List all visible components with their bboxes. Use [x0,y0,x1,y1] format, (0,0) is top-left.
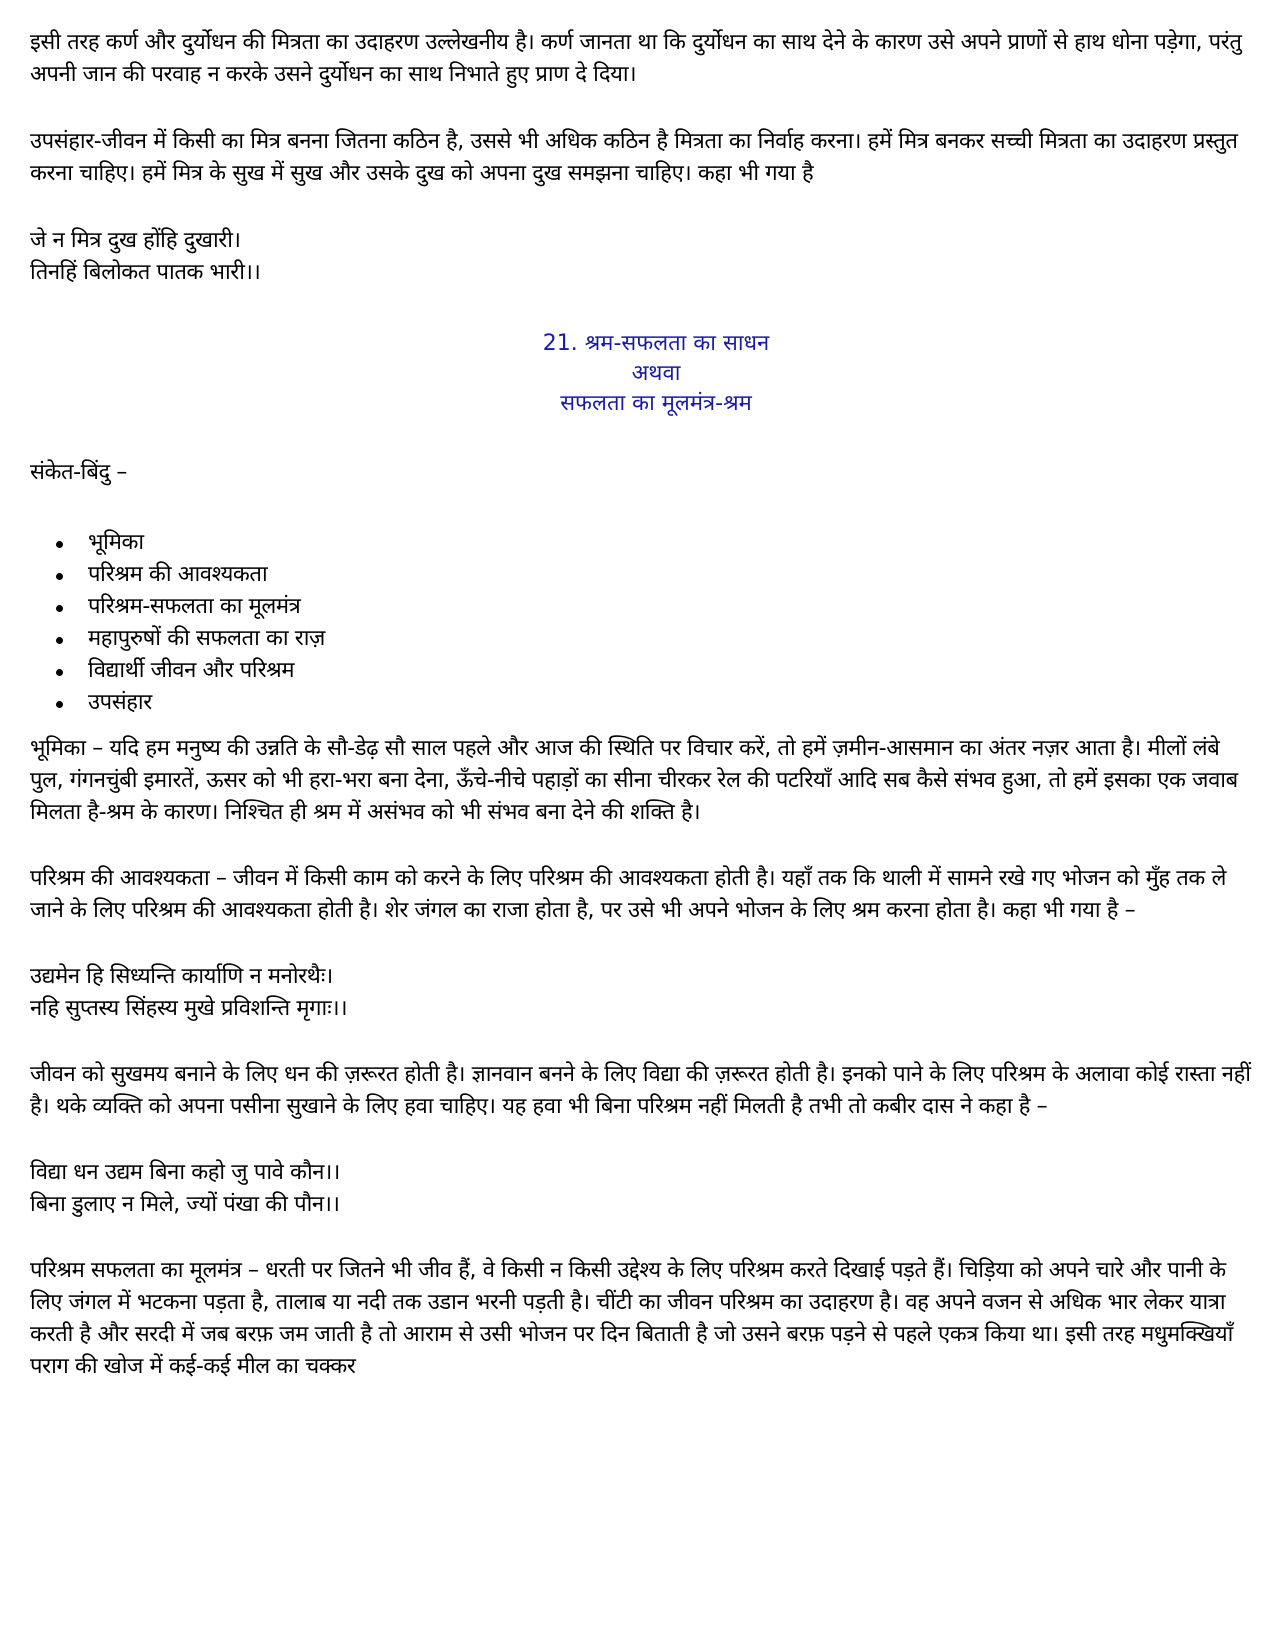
verse-line: जे न मित्र दुख होंहि दुखारी। [30,228,241,253]
essay-title-alt: सफलता का मूलमंत्र-श्रम [560,391,752,416]
sanket-bindu-list [30,527,1252,719]
paragraph-bhumika: भूमिका – यदि हम मनुष्य की उन्नति के सौ-डेढ़ सौ साल पहले और आज की स्थिति पर विचार करें, तो हमें ज़मीन-आसमान का अंतर नज़र आता है। मीलों लंबे पुल, गंगनचुंबी इमारतें, ऊसर को भी हरा-भरा बना देना, ऊँचे-नीचे पहाड़ों का सीना चीरकर रेल की पटरियाँ आदि सब कैसे संभव हुआ, तो हमें इसका एक जवाब मिलता है-श्रम के कारण। निश्चित ही श्रम में असंभव को भी संभव बना देने की शक्ति है। [30,736,1238,825]
verse-line: तिनहिं बिलोकत पातक भारी।। [30,260,261,285]
verse-line: बिना डुलाए न मिले, ज्यों पंखा की पौन।। [30,1192,340,1217]
list-item: परिश्रम की आवश्यकता [88,559,1252,591]
document-page [30,27,1252,1383]
bullet-icon [56,701,63,708]
paragraph-karna-duryodhan: इसी तरह कर्ण और दुर्योधन की मित्रता का उदाहरण उल्लेखनीय है। कर्ण जानता था कि दुर्योधन का साथ देने के कारण उसे अपने प्राणों से हाथ धोना पड़ेगा, परंतु अपनी जान की परवाह न करके उसने दुर्योधन का साथ निभाते हुए प्राण दे दिया। [30,30,1242,87]
essay-title-or: अथवा [631,361,681,386]
bullet-icon [56,669,63,676]
bullet-icon [56,637,63,644]
paragraph-upsanhar: उपसंहार-जीवन में किसी का मित्र बनना जितना कठिन है, उससे भी अधिक कठिन है मित्रता का निर्वाह करना। हमें मित्र बनकर सच्ची मित्रता का उदाहरण प्रस्तुत करना चाहिए। हमें मित्र के सुख में सुख और उसके दुख को अपना दुख समझना चाहिए। कहा भी गया है [30,129,1238,186]
essay-title-main: 21. श्रम-सफलता का साधन [542,331,770,356]
verse-udyamen [30,961,1252,1025]
bullet-icon [56,541,63,548]
bullet-icon [56,605,63,612]
paragraph-jeevan: जीवन को सुखमय बनाने के लिए धन की ज़रूरत होती है। ज्ञानवान बनने के लिए विद्या की ज़रूरत होती है। इनको पाने के लिए परिश्रम के अलावा कोई रास्ता नहीं है। थके व्यक्ति को अपना पसीना सुखाने के लिए हवा चाहिए। यह हवा भी बिना परिश्रम नहीं मिलती है तभी तो कबीर दास ने कहा है – [30,1062,1251,1119]
verse-line: उद्यमेन हि सिध्यन्ति कार्याणि न मनोरथैः। [30,964,333,989]
paragraph-aavashyakta: परिश्रम की आवश्यकता – जीवन में किसी काम को करने के लिए परिश्रम की आवश्यकता होती है। यहाँ तक कि थाली में सामने रखे गए भोजन को मुँह तक ले जाने के लिए परिश्रम की आवश्यकता होती है। शेर जंगल का राजा होता है, पर उसे भी अपने भोजन के लिए श्रम करना होता है। कहा भी गया है – [30,866,1226,923]
bullet-icon [56,573,63,580]
list-item: महापुरुषों की सफलता का राज़ [88,623,1252,655]
verse-line: नहि सुप्तस्य सिंहस्य मुखे प्रविशन्ति मृगाः।। [30,996,348,1021]
list-item: परिश्रम-सफलता का मूलमंत्र [88,591,1252,623]
list-item: भूमिका [88,527,1252,559]
verse-kabir [30,1157,1252,1221]
paragraph-moolmantra: परिश्रम सफलता का मूलमंत्र – धरती पर जितने भी जीव हैं, वे किसी न किसी उद्देश्य के लिए परिश्रम करते दिखाई पड़ते हैं। चिड़िया को अपने चारे और पानी के लिए जंगल में भटकना पड़ता है, तालाब या नदी तक उडान भरनी पड़ती है। चींटी का जीवन परिश्रम का उदाहरण है। वह अपने वजन से अधिक भार लेकर यात्रा करती है और सरदी में जब बरफ़ जम जाती है तो आराम से उसी भोजन पर दिन बिताती है जो उसने बरफ़ पड़ने से पहले एकत्र किया था। इसी तरह मधुमक्खियाँ पराग की खोज में कई-कई मील का चक्कर [30,1258,1233,1379]
sanket-bindu-label: संकेत-बिंदु – [30,460,127,485]
list-item: विद्यार्थी जीवन और परिश्रम [88,655,1252,687]
verse-mitra [30,225,1252,289]
list-item: उपसंहार [88,687,1252,719]
essay-title [30,329,1252,419]
verse-line: विद्या धन उद्यम बिना कहो जु पावे कौन।। [30,1160,340,1185]
